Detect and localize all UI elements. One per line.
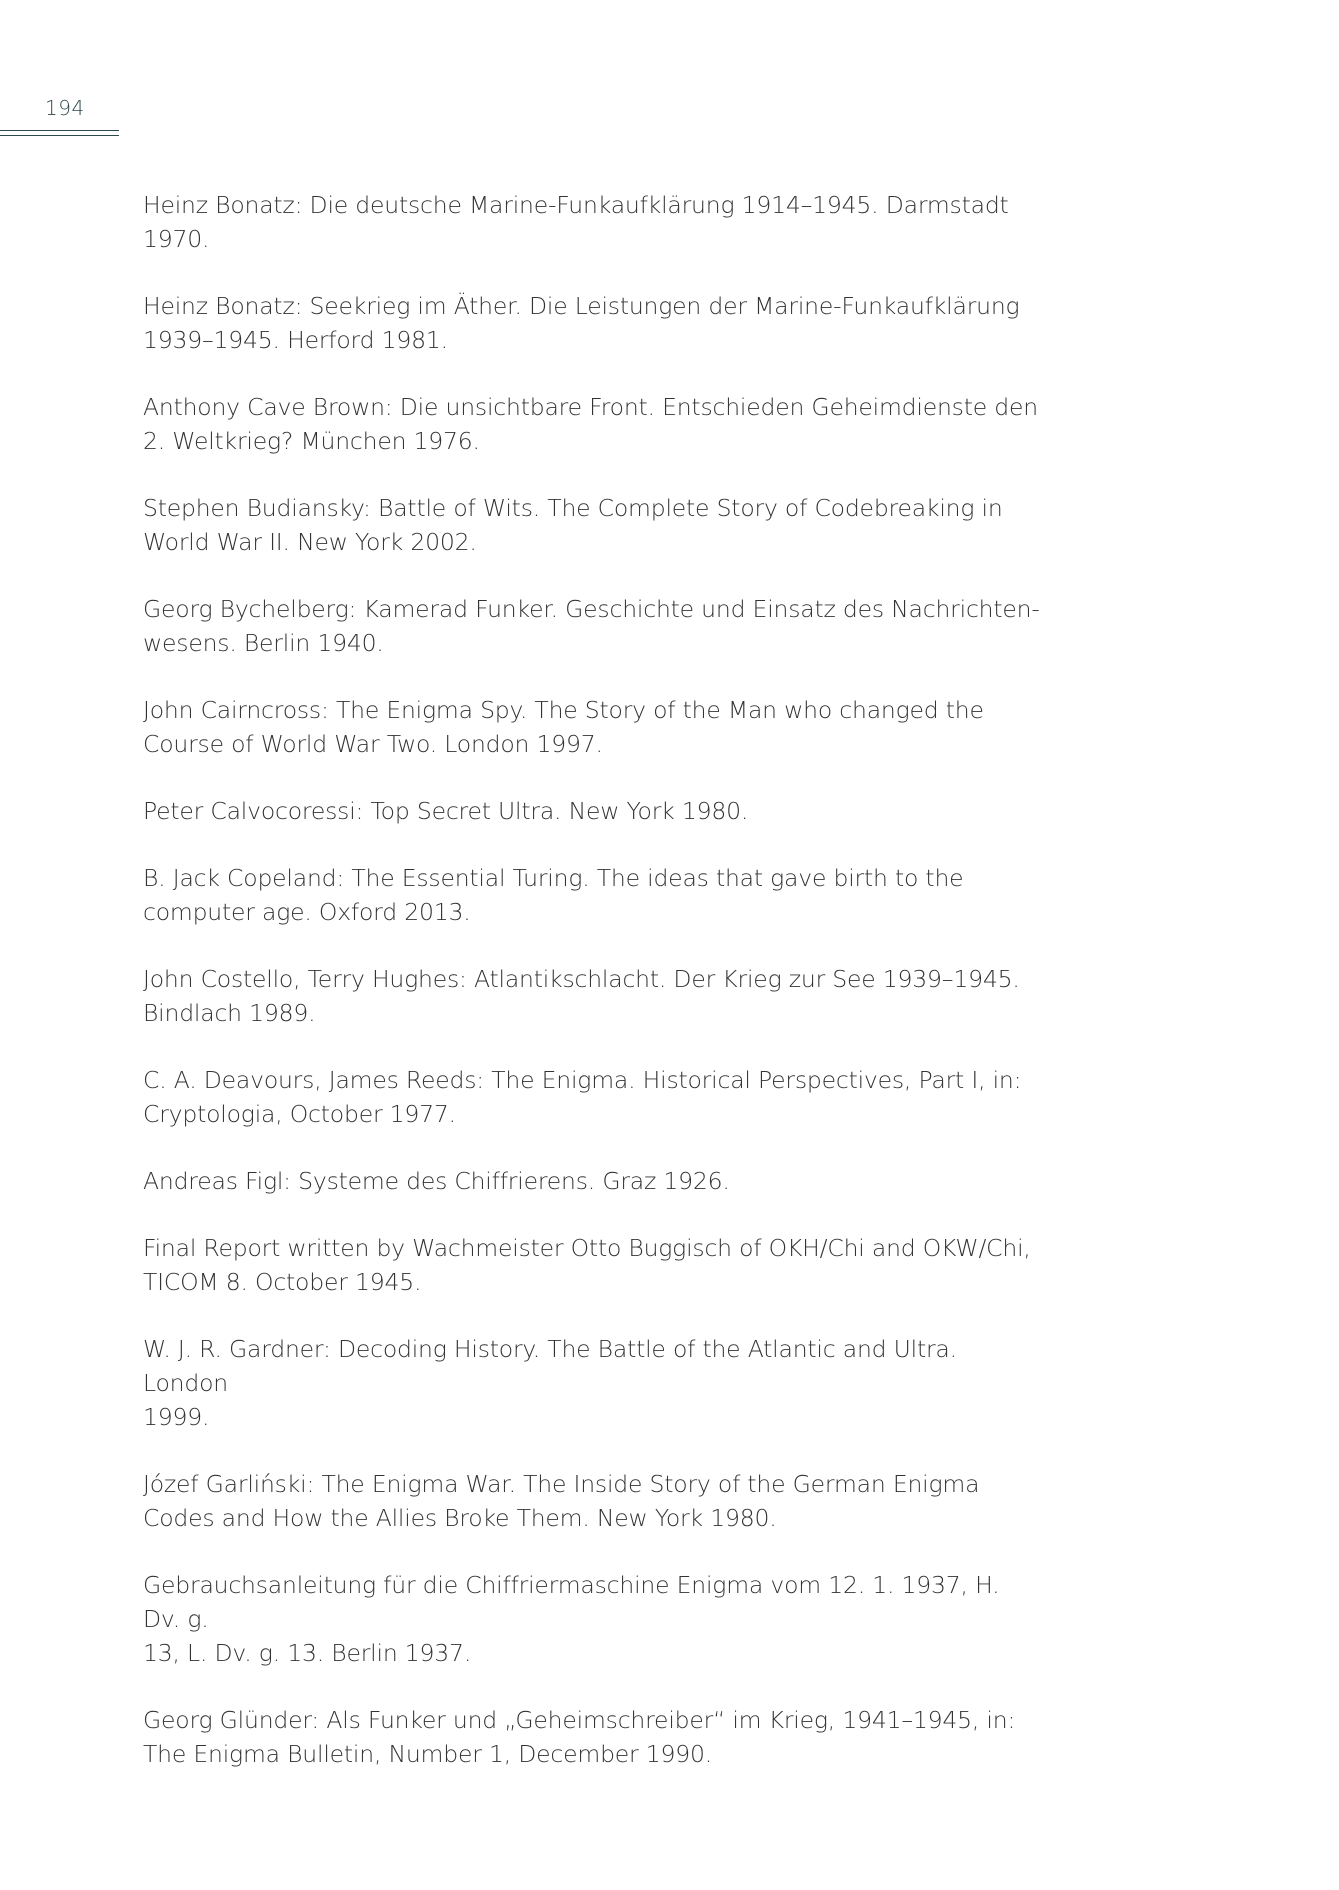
bibliography-entry: Andreas Figl: Systeme des Chiffrierens. Graz 1926.	[143, 1167, 730, 1195]
bibliography-entry: John Cairncross: The Enigma Spy. The Story of the Man who changed the Course of World War Two. London 1997.	[143, 696, 984, 758]
bibliography-entry: Final Report written by Wachmeister Otto Buggisch of OKH/Chi and OKW/Chi, TICOM 8. October 1945.	[143, 1234, 1031, 1296]
bibliography-entry: Anthony Cave Brown: Die unsichtbare Front. Entschieden Geheimdienste den 2. Weltkrieg? München 1976.	[143, 393, 1038, 455]
bibliography-entry: Heinz Bonatz: Die deutsche Marine-Funkaufklärung 1914–1945. Darmstadt 1970.	[143, 191, 1009, 253]
header-rule	[0, 130, 119, 136]
bibliography-entry: Gebrauchsanleitung für die Chiffriermaschine Enigma vom 12. 1. 1937, H. Dv. g. 13, L. Dv. g. 13. Berlin 1937.	[143, 1571, 1000, 1667]
bibliography-entry: Józef Garliński: The Enigma War. The Inside Story of the German Enigma Codes and How the Allies Broke Them. New York 1980.	[143, 1470, 980, 1532]
bibliography-entry: John Costello, Terry Hughes: Atlantikschlacht. Der Krieg zur See 1939–1945. Bindlach 1989.	[143, 965, 1020, 1027]
bibliography-entry: B. Jack Copeland: The Essential Turing. The ideas that gave birth to the computer age. Oxford 2013.	[143, 864, 964, 926]
bibliography-entry: Georg Bychelberg: Kamerad Funker. Geschichte und Einsatz des Nachrichten- wesens. Berlin 1940.	[143, 595, 1040, 657]
bibliography-list	[143, 188, 1043, 1804]
page-number: 194	[45, 96, 85, 120]
bibliography-entry: C. A. Deavours, James Reeds: The Enigma. Historical Perspectives, Part I, in: Cryptologia, October 1977.	[143, 1066, 1022, 1128]
bibliography-entry: Heinz Bonatz: Seekrieg im Äther. Die Leistungen der Marine-Funkaufklärung 1939–1945. Herford 1981.	[143, 292, 1020, 354]
bibliography-entry: Peter Calvocoressi: Top Secret Ultra. New York 1980.	[143, 797, 749, 825]
bibliography-entry: Georg Glünder: Als Funker und „Geheimschreiber“ im Krieg, 1941–1945, in: The Enigma Bulletin, Number 1, December 1990.	[143, 1706, 1016, 1768]
bibliography-entry: W. J. R. Gardner: Decoding History. The Battle of the Atlantic and Ultra. London 1999.	[143, 1335, 957, 1431]
bibliography-entry: Stephen Budiansky: Battle of Wits. The Complete Story of Codebreaking in World War II. New York 2002.	[143, 494, 1003, 556]
